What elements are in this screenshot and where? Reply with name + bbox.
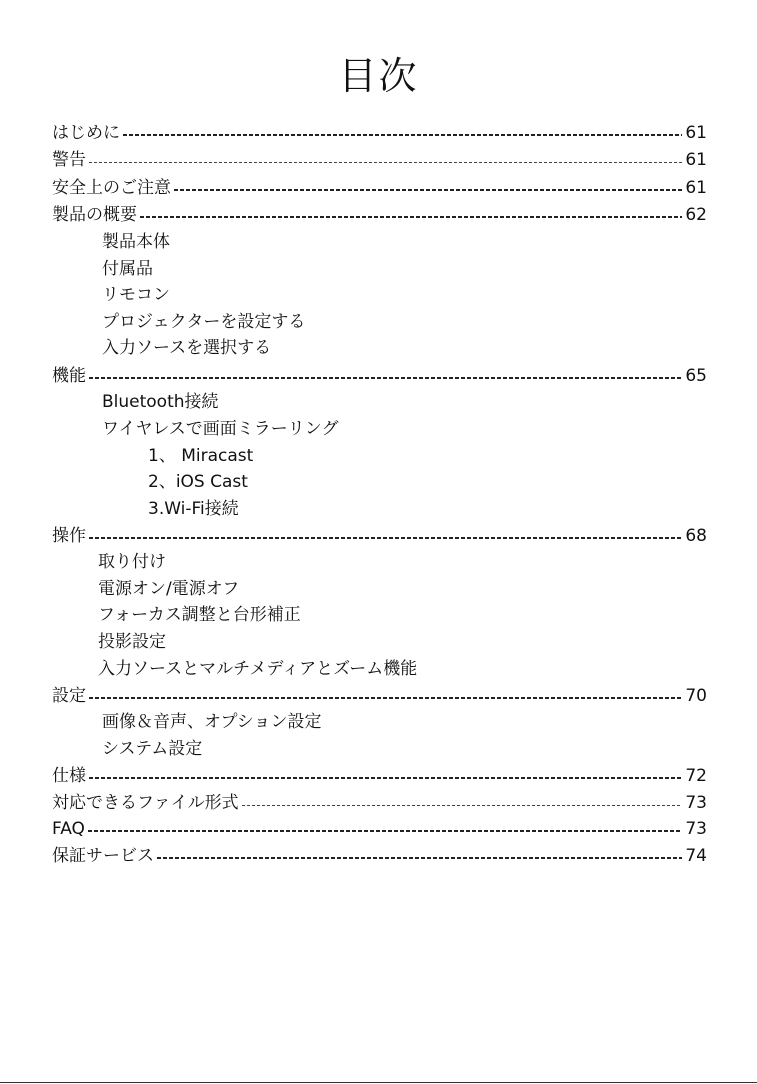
toc-subentry-focus-keystone[interactable]: フォーカス調整と台形補正: [98, 605, 301, 625]
page-title: 目次: [338, 54, 419, 98]
toc-page-number: 62: [685, 205, 707, 225]
toc-subentry-projector-setup[interactable]: プロジェクターを設定する: [102, 312, 306, 332]
dot-leader: [89, 697, 682, 699]
toc-entry-supported-formats[interactable]: [52, 790, 707, 816]
toc-subentry-bluetooth[interactable]: Bluetooth接続: [102, 392, 219, 412]
toc-subentry-miracast[interactable]: 1、 Miracast: [148, 446, 254, 466]
toc-entry-label: はじめに: [52, 123, 120, 143]
toc-page-number: 70: [685, 686, 707, 706]
toc-page-number: 73: [685, 819, 707, 839]
dot-leader: [88, 830, 682, 832]
toc-entry-label: 機能: [52, 366, 86, 386]
toc-entry-label: FAQ: [52, 819, 85, 839]
dot-leader: [174, 189, 682, 191]
toc-page-number: 61: [685, 150, 707, 170]
toc-subentry-input-multimedia-zoom[interactable]: 入力ソースとマルチメディアとズーム機能: [98, 659, 418, 679]
toc-entry-operation[interactable]: [52, 523, 707, 549]
toc-entry-introduction[interactable]: [52, 120, 707, 146]
toc-page-number: 65: [685, 366, 707, 386]
dot-leader: [89, 162, 682, 163]
dot-leader: [242, 805, 683, 806]
toc-entry-label: 製品の概要: [52, 205, 137, 225]
toc-page-number: 73: [685, 793, 707, 813]
toc-page-number: 61: [685, 178, 707, 198]
toc-entry-warranty[interactable]: [52, 843, 707, 869]
toc-entry-settings[interactable]: [52, 683, 707, 709]
toc-entry-label: 操作: [52, 526, 86, 546]
dot-leader: [157, 857, 682, 859]
page-bottom-rule: [0, 1082, 757, 1083]
toc-entry-specifications[interactable]: [52, 763, 707, 789]
dot-leader: [140, 216, 682, 218]
toc-entry-label: 警告: [52, 150, 86, 170]
toc-page-number: 72: [685, 766, 707, 786]
toc-subentry-screen-mirroring[interactable]: ワイヤレスで画面ミラーリング: [102, 419, 339, 439]
toc-page-number: 68: [685, 526, 707, 546]
toc-subentry-installation[interactable]: 取り付け: [98, 552, 166, 572]
toc-entry-faq[interactable]: [52, 816, 707, 842]
toc-entry-label: 安全上のご注意: [52, 178, 171, 198]
toc-entry-label: 設定: [52, 686, 86, 706]
toc-subentry-select-input-source[interactable]: 入力ソースを選択する: [102, 338, 272, 358]
toc-subentry-image-sound-options[interactable]: 画像＆音声、オプション設定: [102, 712, 322, 732]
toc-subentry-accessories[interactable]: 付属品: [102, 259, 153, 279]
toc-page-number: 61: [685, 123, 707, 143]
toc-entry-warning[interactable]: [52, 147, 707, 173]
toc-entry-safety-precautions[interactable]: [52, 175, 707, 201]
toc-entry-product-overview[interactable]: [52, 202, 707, 228]
toc-page-number: 74: [685, 846, 707, 866]
toc-subentry-ios-cast[interactable]: 2、iOS Cast: [148, 472, 248, 492]
toc-subentry-remote-control[interactable]: リモコン: [102, 285, 170, 305]
toc-entry-features[interactable]: [52, 363, 707, 389]
dot-leader: [89, 537, 682, 539]
toc-subentry-wifi[interactable]: 3.Wi-Fi接続: [148, 499, 239, 519]
dot-leader: [89, 777, 682, 779]
toc-subentry-projection-settings[interactable]: 投影設定: [98, 632, 166, 652]
toc-subentry-power[interactable]: 電源オン/電源オフ: [98, 579, 240, 599]
toc-subentry-system-settings[interactable]: システム設定: [102, 739, 203, 759]
toc-entry-label: 保証サービス: [52, 846, 154, 866]
toc-subentry-product-body[interactable]: 製品本体: [102, 232, 170, 252]
toc-entry-label: 仕様: [52, 766, 86, 786]
dot-leader: [89, 377, 682, 379]
toc-entry-label: 対応できるファイル形式: [52, 793, 239, 813]
dot-leader: [123, 134, 682, 136]
